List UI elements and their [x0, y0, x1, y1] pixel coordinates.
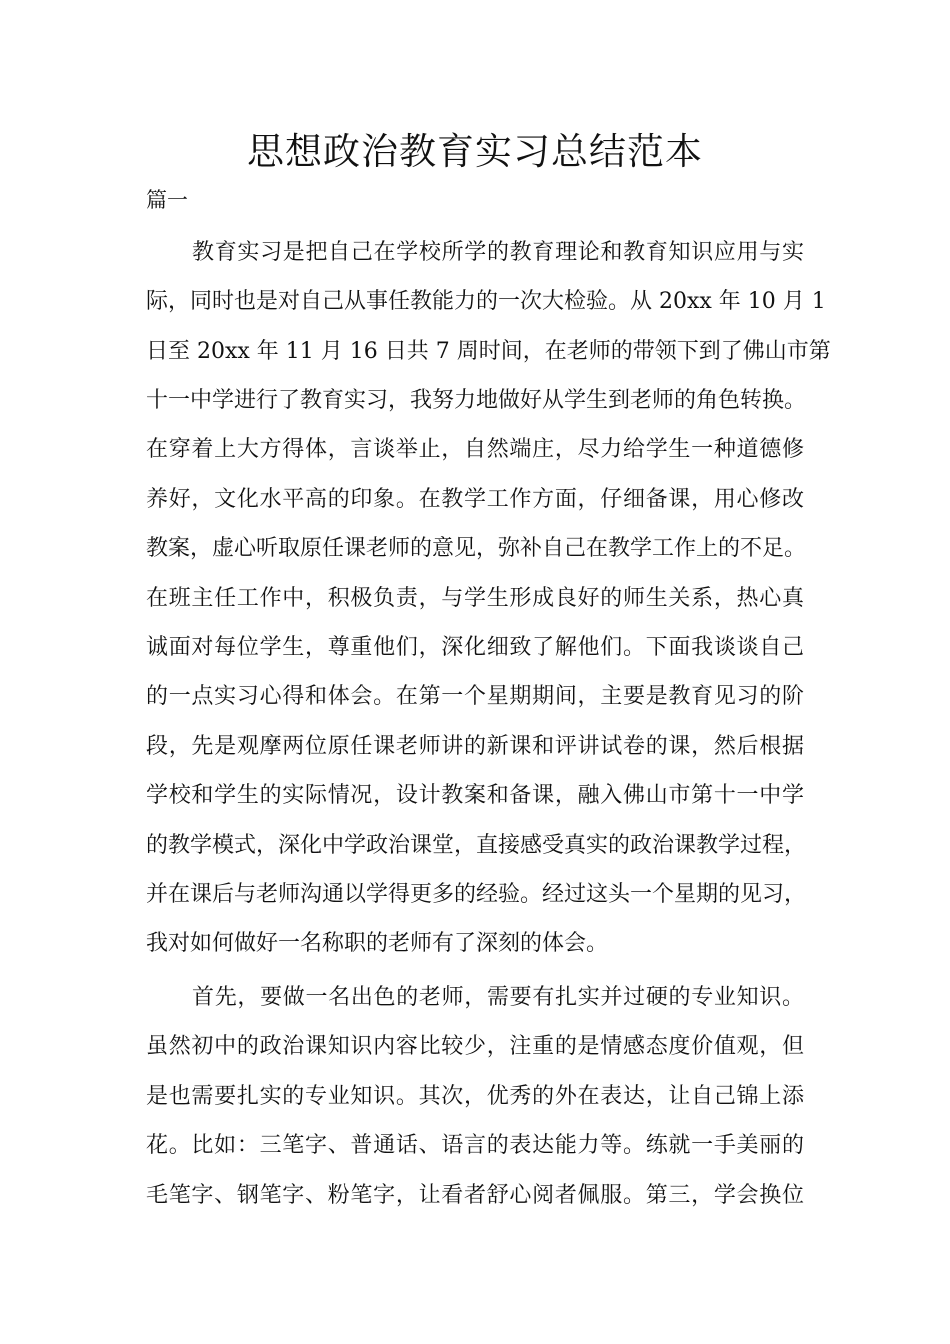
paragraph-line: 际，同时也是对自己从事任教能力的一次大检验。从 20xx 年 10 月 1	[146, 289, 826, 314]
paragraph-line: 在班主任工作中，积极负责，与学生形成良好的师生关系，热心真	[146, 586, 804, 611]
paragraph-line: 的教学模式，深化中学政治课堂，直接感受真实的政治课教学过程，	[146, 833, 807, 858]
paragraph-line: 日至 20xx 年 11 月 16 日共 7 周时间，在老师的带领下到了佛山市第	[146, 339, 831, 364]
document-title: 思想政治教育实习总结范本	[247, 130, 703, 173]
paragraph-line: 是也需要扎实的专业知识。其次，优秀的外在表达，让自己锦上添	[146, 1084, 804, 1109]
paragraph-line: 虽然初中的政治课知识内容比较少，注重的是情感态度价值观，但	[146, 1034, 804, 1059]
paragraph-line: 十一中学进行了教育实习，我努力地做好从学生到老师的角色转换。	[146, 388, 807, 413]
paragraph-line: 我对如何做好一名称职的老师有了深刻的体会。	[146, 931, 609, 956]
paragraph-line: 首先，要做一名出色的老师，需要有扎实并过硬的专业知识。	[192, 985, 804, 1010]
section-label: 篇一	[146, 188, 188, 212]
paragraph-line: 教案，虚心听取原任课老师的意见，弥补自己在教学工作上的不足。	[146, 536, 807, 561]
paragraph-line: 教育实习是把自己在学校所学的教育理论和教育知识应用与实	[192, 240, 804, 265]
paragraph-line: 养好，文化水平高的印象。在教学工作方面，仔细备课，用心修改	[146, 487, 804, 512]
paragraph-line: 段，先是观摩两位原任课老师讲的新课和评讲试卷的课，然后根据	[146, 734, 804, 759]
paragraph-line: 毛笔字、钢笔字、粉笔字，让看者舒心阅者佩服。第三，学会换位	[146, 1183, 804, 1208]
paragraph-line: 在穿着上大方得体，言谈举止，自然端庄，尽力给学生一种道德修	[146, 437, 804, 462]
paragraph-line: 学校和学生的实际情况，设计教案和备课，融入佛山市第十一中学	[146, 783, 804, 808]
paragraph-line: 花。比如：三笔字、普通话、语言的表达能力等。练就一手美丽的	[146, 1133, 804, 1158]
paragraph-line: 诚面对每位学生，尊重他们，深化细致了解他们。下面我谈谈自己	[146, 635, 804, 660]
paragraph-line: 并在课后与老师沟通以学得更多的经验。经过这头一个星期的见习，	[146, 882, 807, 907]
paragraph-line: 的一点实习心得和体会。在第一个星期期间，主要是教育见习的阶	[146, 684, 804, 709]
